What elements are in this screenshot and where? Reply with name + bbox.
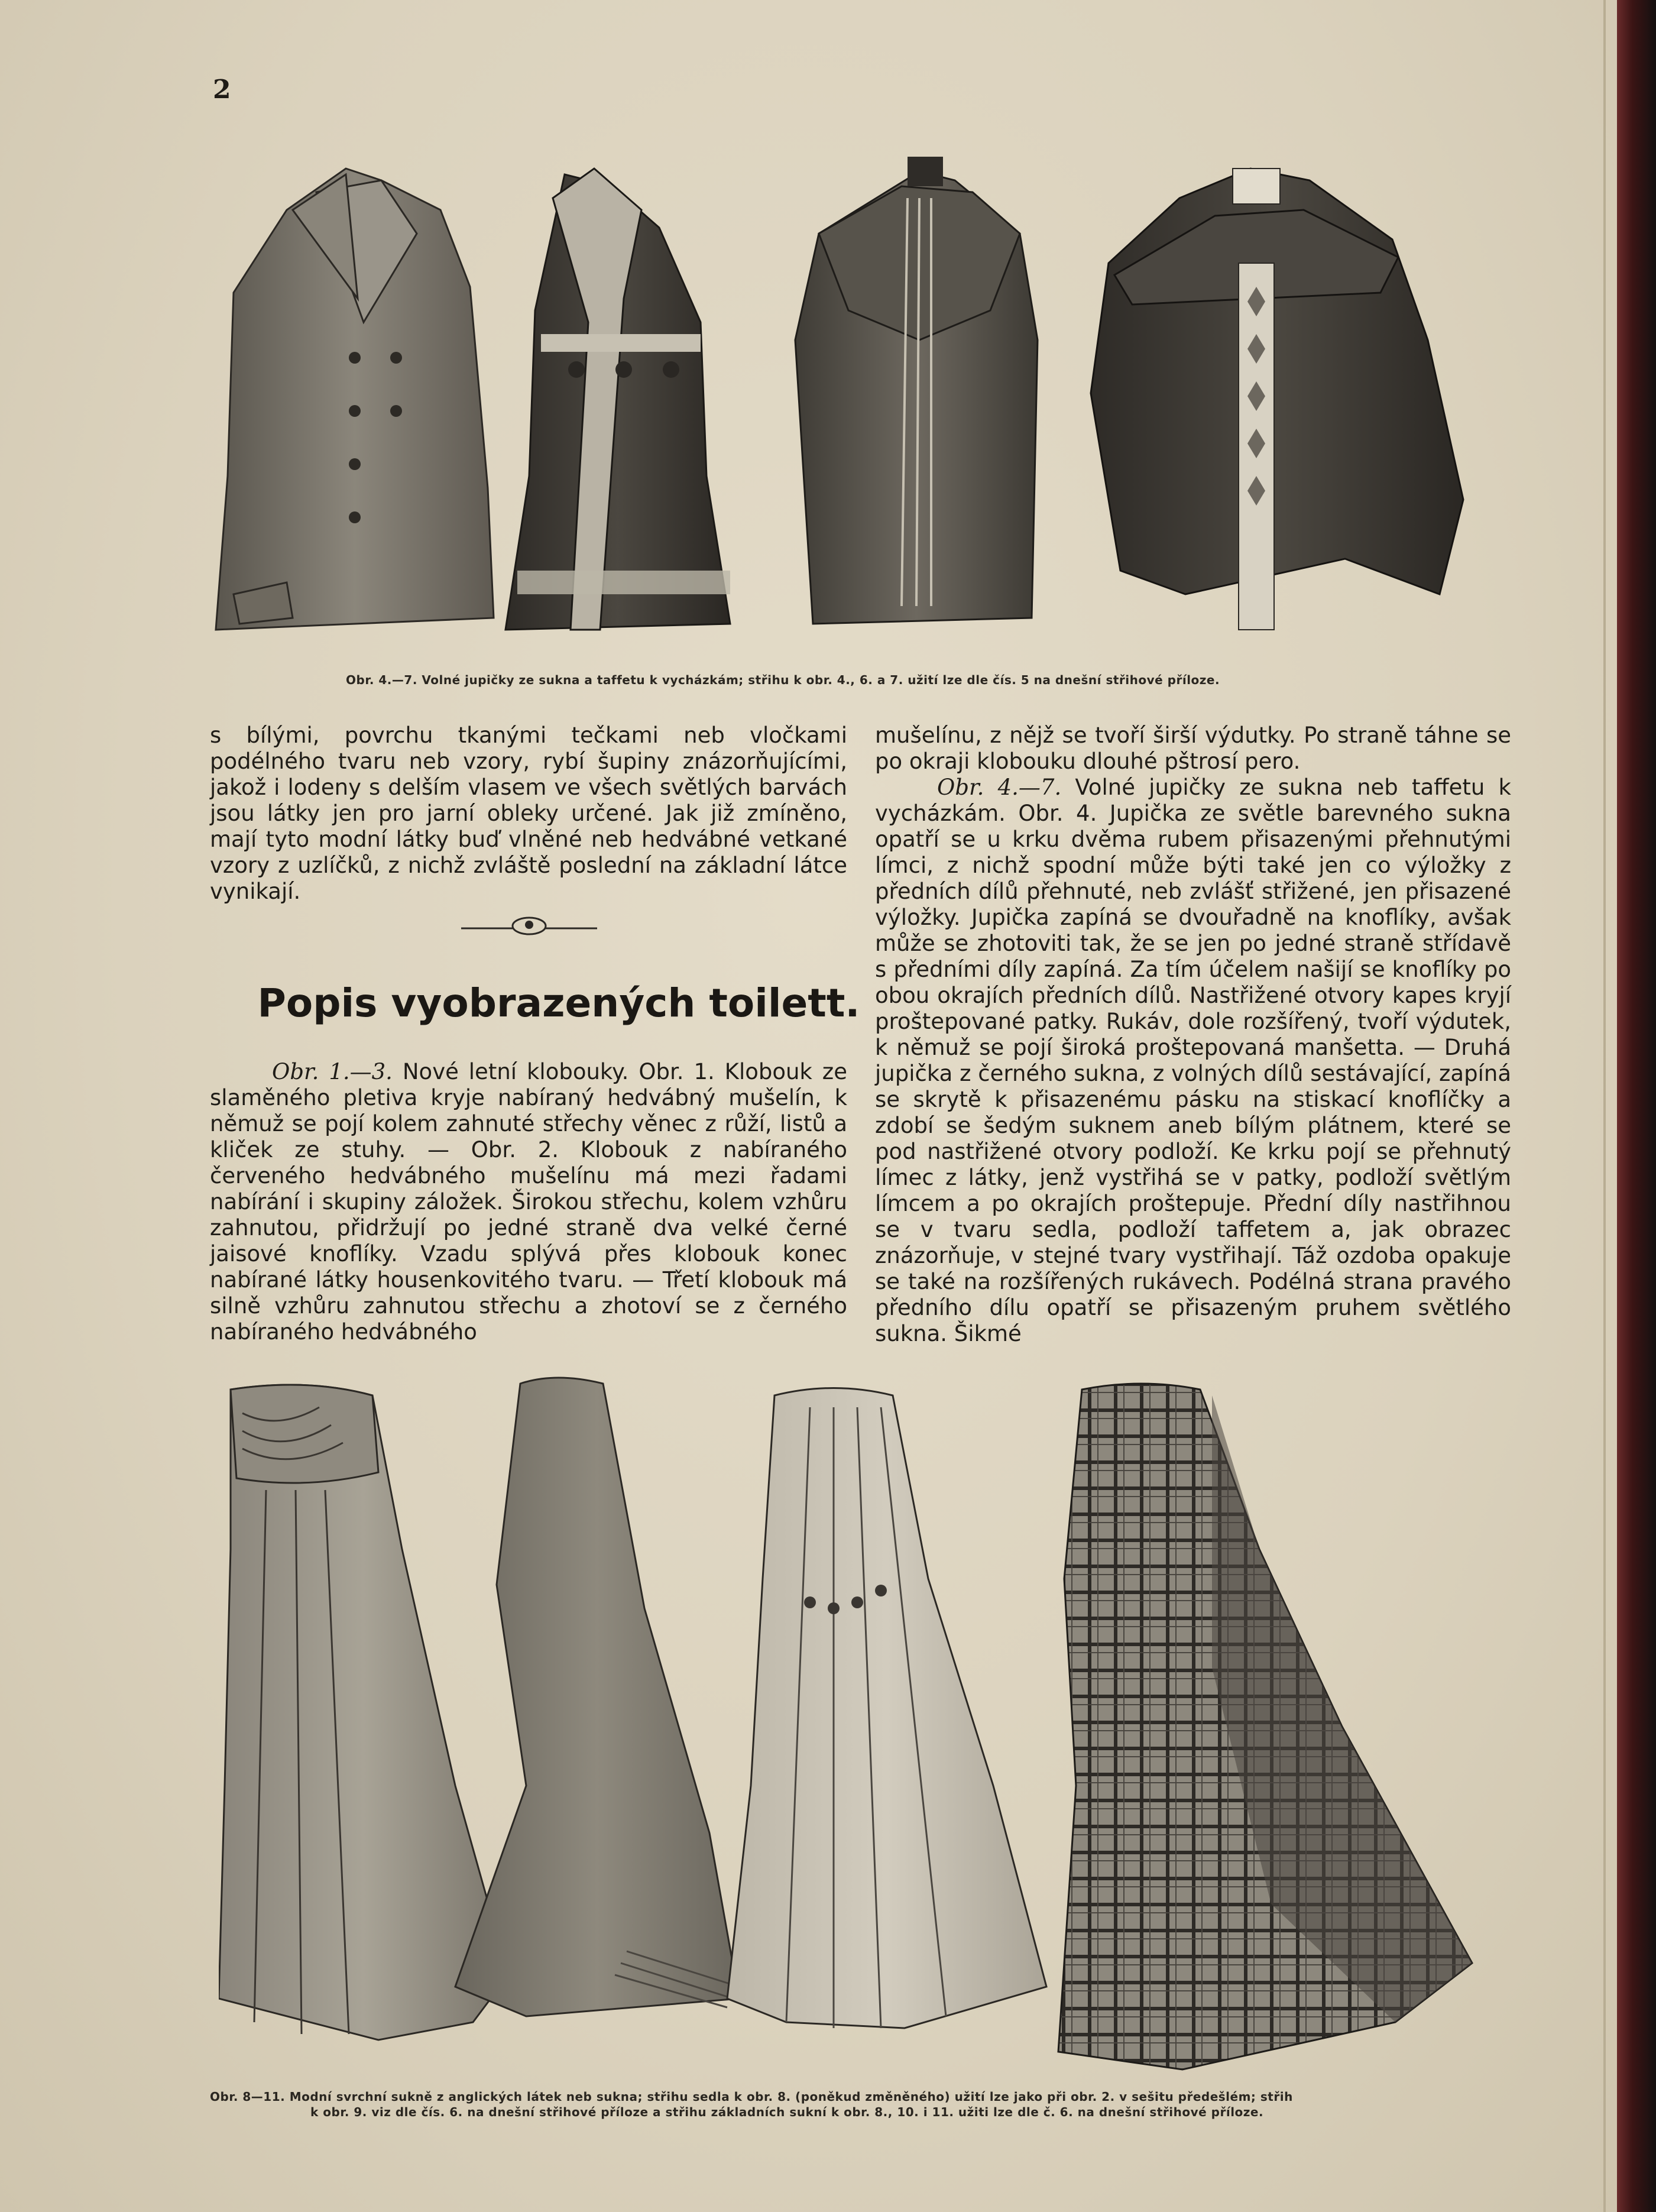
caption-top: Obr. 4.—7. Volné jupičky ze sukna a taffetu k vycházkám; střihu k obr. 4., 6. a 7. užití lze dle čís. 5 na dnešní střihové příloze. <box>346 673 1220 687</box>
left-column-body <box>210 1059 847 1345</box>
caption-bottom-line-2: k obr. 9. viz dle čís. 6. na dnešní střihové příloze a střihu základních sukní k obr. 8., 10. i 11. užiti lze dle č. 6. na dnešní střihové příloze. <box>310 2105 1264 2119</box>
obr-4-7-label: Obr. 4.—7. <box>937 775 1062 800</box>
page-edge-line <box>1603 0 1606 2212</box>
jacket-obr-7 <box>1091 169 1463 630</box>
skirt-obr-9 <box>455 1378 739 2016</box>
left-intro-paragraph: s bílými, povrchu tkanými tečkami neb vločkami podélného tvaru neb vzory, rybí šupiny znázorňujícími, jakož i lodeny s delším vlasem ve všech světlých barvách jsou látky jen pro jarní obleky určené. Jak již zmíněno, mají tyto modní látky buď vlněné neb hedvábné vetkané vzory z uzlíčků, z nichž zvláště poslední na základní látce vynikají. <box>210 723 847 904</box>
jacket-obr-4 <box>216 169 494 630</box>
section-heading: Popis vyobrazených toilett. <box>257 980 860 1026</box>
caption-bottom <box>210 2089 1516 2120</box>
book-spine <box>1617 0 1656 2212</box>
ornament-divider <box>461 913 597 940</box>
obr-1-3-label: Obr. 1.—3. <box>272 1059 393 1084</box>
caption-bottom-line-1: Obr. 8—11. Modní svrchní sukně z anglických látek neb sukna; střihu sedla k obr. 8. (poněkud změněného) užití lze jako při obr. 2. v sešitu předešlém; střih <box>210 2090 1293 2104</box>
right-column <box>875 723 1511 1347</box>
skirt-obr-11 <box>1058 1384 1472 2070</box>
obr-1-3-text: Nové letní klobouky. Obr. 1. Klobouk ze slaměného pletiva kryje nabíraný hedvábný mušelín, k němuž se pojí kolem zahnuté střechy věnec z růží, listů a kliček ze stuhy. — Obr. 2. Klobouk z nabíraného červeného hedvábného mušelínu má mezi řadami nabírání i skupiny záložek. Širokou střechu, kolem vzhůru zahnutou, přidržují po jedné straně dva velké černé jaisové knoflíky. Vzadu splývá přes klobouk konec nabírané látky housenkovitého tvaru. — Třetí klobouk má silně vzhůru zahnutou střechu a zhotoví se z černého nabíraného hedvábného <box>210 1059 847 1345</box>
jacket-obr-6 <box>795 157 1038 624</box>
jackets-illustration <box>210 145 1481 642</box>
skirt-obr-8 <box>219 1385 508 2040</box>
left-column <box>210 723 847 905</box>
skirt-obr-10 <box>727 1388 1046 2029</box>
obr-4-7-paragraph <box>875 775 1511 1347</box>
right-intro-paragraph: mušelínu, z nějž se tvoří širší výdutky. Po straně táhne se po okraji klobouku dlouhé pštrosí pero. <box>875 723 1511 774</box>
skirts-drawing <box>219 1372 1484 2093</box>
jackets-drawing <box>210 145 1481 642</box>
obr-1-3-paragraph <box>210 1059 847 1345</box>
page-number: 2 <box>213 75 231 105</box>
skirts-illustration <box>219 1372 1484 2093</box>
jacket-obr-5 <box>505 169 730 630</box>
obr-4-7-text: Volné jupičky ze sukna neb taffetu k vycházkám. Obr. 4. Jupička ze světle barevného sukna opatří se u krku dvěma rubem přisazenými přehnutými límci, z nichž spodní může býti také jen co výložky z předních dílů přehnuté, neb zvlášť střižené, jen přisazené výložky. Jupička zapíná se dvouřadně na knoflíky, avšak může se zhotoviti tak, že se jen po jedné straně střídavě s předními díly zapíná. Za tím účelem našijí se knoflíky po obou okrajích předních dílů. Nastřižené otvory kapes kryjí proštepované patky. Rukáv, dole rozšířený, tvoří výdutek, k němuž se pojí široká proštepovaná manšetta. — Druhá jupička z černého sukna, z volných dílů sestávající, zapíná se skrytě k přisazenému pásku na stiskací knoflíčky a zdobí se šedým suknem aneb bílým plátnem, které se pod nastřižené otvory podloží. Ke krku pojí se přehnutý límec z látky, jenž vystřihá se v patky, podloží světlým límcem a po okrajích proštepuje. Přední díly nastřihnou se v tvaru sedla, podloží taffetem a, jak obrazec znázorňuje, v stejné tvary vystřihají. Táž ozdoba opakuje se také na rozšířených rukávech. Podélná strana pravého předního dílu opatří se přisazeným pruhem světlého sukna. Šikmé <box>875 775 1511 1346</box>
